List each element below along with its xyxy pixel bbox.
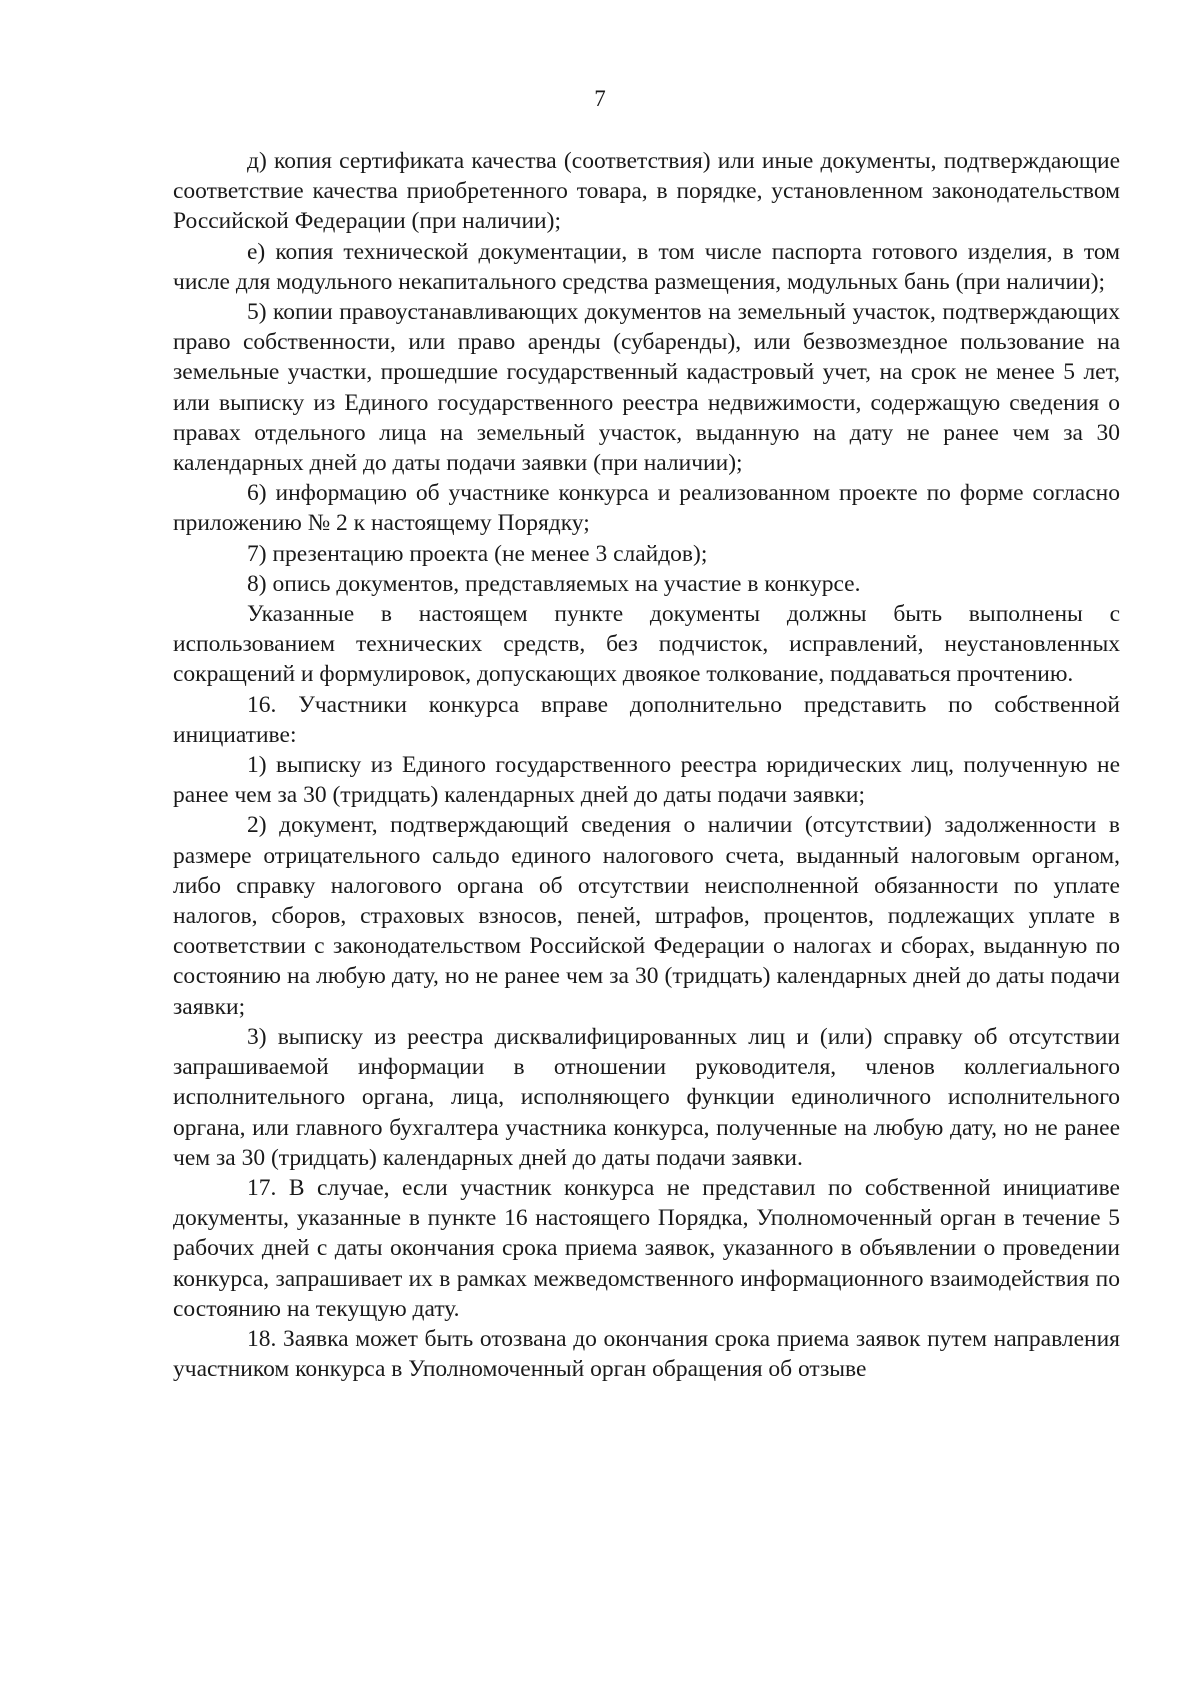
- paragraph-section-17: 17. В случае, если участник конкурса не представил по собственной инициативе документы, указанные в пункте 16 настоящего Порядка, Уполномоченный орган в течение 5 рабочих дней с даты окончания срока приема заявок, указанного в объявлении о проведении конкурса, запрашивает их в рамках межведомственного информационного взаимодействия по состоянию на текущую дату.: [173, 1174, 1120, 1322]
- paragraph-16-item-2: 2) документ, подтверждающий сведения о наличии (отсутствии) задолженности в размере отрицательного сальдо единого налогового счета, выданный налоговым органом, либо справку налогового органа об отсутствии неисполненной обязанности по уплате налогов, сборов, страховых взносов, пеней, штрафов, процентов, подлежащих уплате в соответствии с законодательством Российской Федерации о налогах и сборах, выданную по состоянию на любую дату, но не ранее чем за 30 (тридцать) календарных дней до даты подачи заявки;: [173, 812, 1120, 1020]
- paragraph-16-item-3: 3) выписку из реестра дисквалифицированных лиц и (или) справку об отсутствии запрашиваемой информации в отношении руководителя, членов коллегиального исполнительного органа, лица, исполняющего функции единоличного исполнительного органа, или главного бухгалтера участника конкурса, полученные на любую дату, но не ранее чем за 30 (тридцать) календарных дней до даты подачи заявки.: [173, 1023, 1120, 1171]
- paragraph-item-5: 5) копии правоустанавливающих документов на земельный участок, подтверждающих право собственности, или право аренды (субаренды), или безвозмездное пользование на земельные участки, прошедшие государственный кадастровый учет, на срок не менее 5 лет, или выписку из Единого государственного реестра недвижимости, содержащую сведения о правах отдельного лица на земельный участок, выданную на дату не ранее чем за 30 календарных дней до даты подачи заявки (при наличии);: [173, 299, 1120, 477]
- paragraph-item-8: 8) опись документов, представляемых на участие в конкурсе.: [247, 570, 861, 597]
- paragraph-section-16: 16. Участники конкурса вправе дополнительно представить по собственной инициативе:: [173, 691, 1120, 748]
- paragraph-item-e: е) копия технической документации, в том числе паспорта готового изделия, в том числе для модульного некапитального средства размещения, модульных бань (при наличии);: [173, 238, 1120, 295]
- paragraph-16-item-1: 1) выписку из Единого государственного реестра юридических лиц, полученную не ранее чем за 30 (тридцать) календарных дней до даты подачи заявки;: [173, 752, 1120, 809]
- page-number: 7: [594, 86, 606, 111]
- paragraph-item-d: д) копия сертификата качества (соответствия) или иные документы, подтверждающие соответствие качества приобретенного товара, в порядке, установленном законодательством Российской Федерации (при наличии);: [173, 148, 1120, 235]
- document-body: [173, 146, 1120, 1384]
- paragraph-section-18: 18. Заявка может быть отозвана до окончания срока приема заявок путем направления участником конкурса в Уполномоченный орган обращения об отзыве: [173, 1325, 1120, 1383]
- paragraph-document-requirements: Указанные в настоящем пункте документы должны быть выполнены с использованием технических средств, без подчисток, исправлений, неустановленных сокращений и формулировок, допускающих двоякое толкование, поддаваться прочтению.: [173, 601, 1120, 688]
- paragraph-item-7: 7) презентацию проекта (не менее 3 слайдов);: [247, 540, 708, 567]
- paragraph-item-6: 6) информацию об участнике конкурса и реализованном проекте по форме согласно приложению № 2 к настоящему Порядку;: [173, 480, 1120, 537]
